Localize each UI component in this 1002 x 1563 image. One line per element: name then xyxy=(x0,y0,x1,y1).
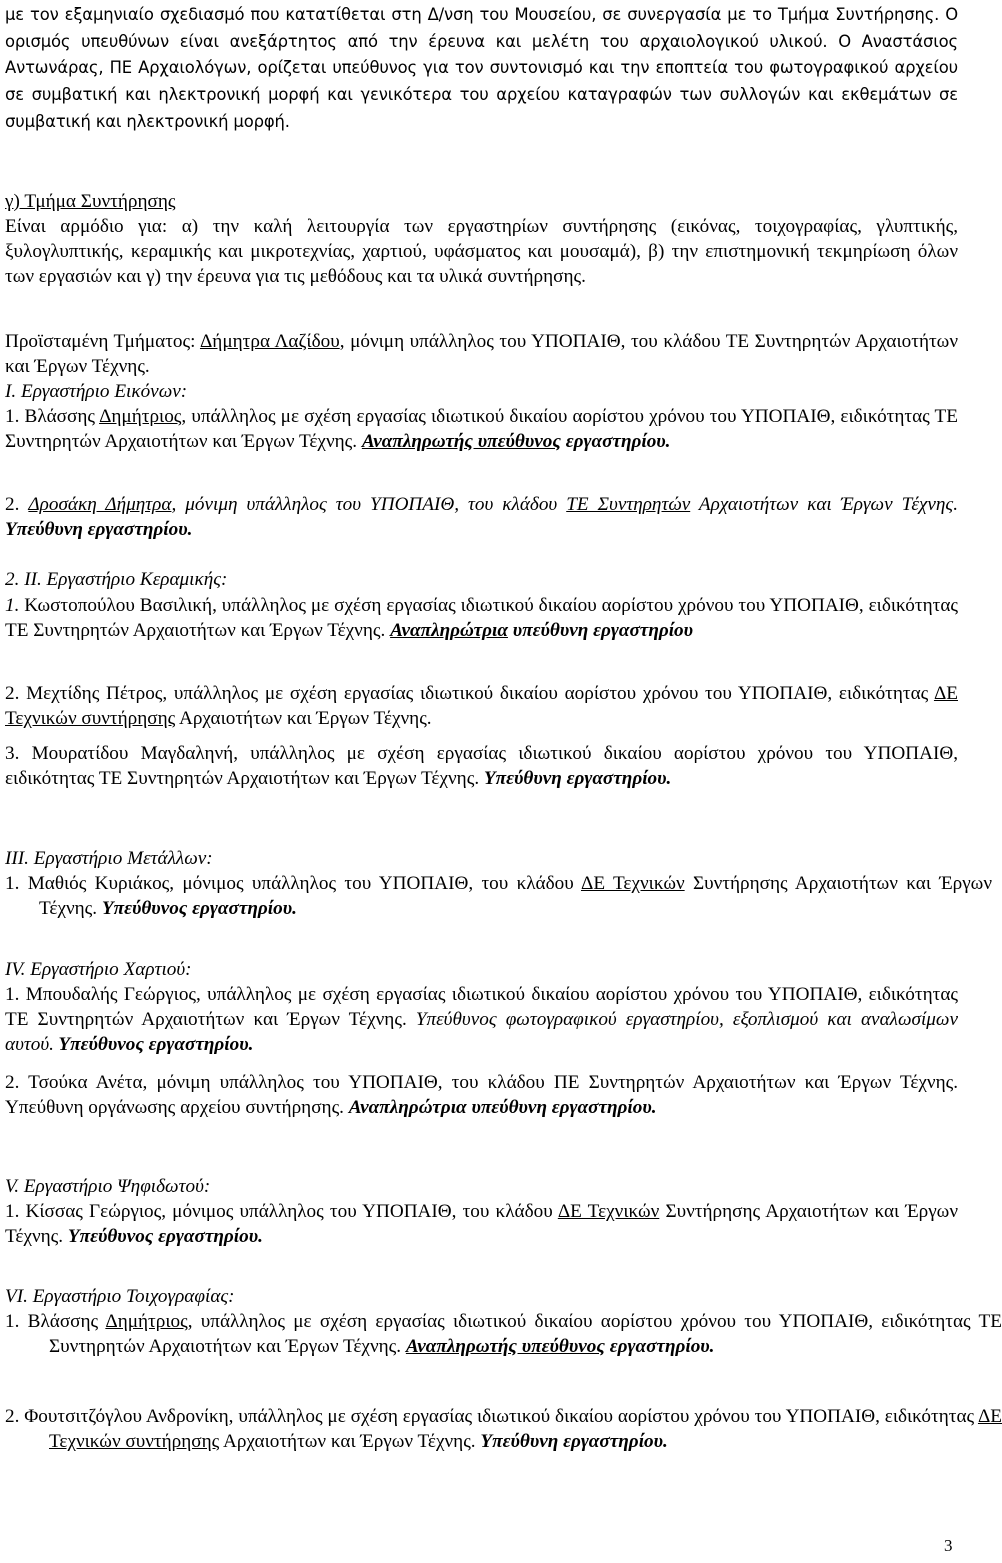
lab4-title xyxy=(5,958,958,983)
lab2-e1-role: υπεύθυνη εργαστηρίου xyxy=(507,619,694,641)
page-number: 3 xyxy=(944,1536,953,1555)
lab2-e3-text: 3. Μουρατίδου Μαγδαληνή, υπάλληλος με σχέση εργασίας ιδιωτικού δικαίου αορίστου χρόνου του ΥΠΟΠΑΙΘ, ειδικότητας ΤΕ Συντηρητών Αρχαιοτήτων και Έργων Τέχνης. xyxy=(5,743,958,789)
lab1-e1-role: εργαστηρίου. xyxy=(560,430,671,452)
intro-paragraph xyxy=(5,2,958,136)
lab2-e1-text: Κωστοπούλου Βασιλική, υπάλληλος με σχέση εργασίας ιδιωτικού δικαίου αορίστου χρόνου του ΥΠΟΠΑΙΘ, ειδικότητας ΤΕ Συντηρητών Αρχαιοτήτων και Έργων Τέχνης. xyxy=(5,595,958,641)
conservation-section-description xyxy=(5,215,958,290)
lab1-e2-rest: Αρχαιοτήτων και Έργων Τέχνης. xyxy=(690,494,958,515)
lab4-e2-text: 2. Τσούκα Ανέτα, μόνιμη υπάλληλος του ΥΠΟΠΑΙΘ, του κλάδου ΠΕ Συντηρητών Αρχαιοτήτων και Έργων Τέχνης. Υπεύθυνη οργάνωσης αρχείου συντήρησης. xyxy=(5,1072,958,1118)
lab3-entry-1 xyxy=(5,872,992,922)
lab6-e1-text: 1. Βλάσσης xyxy=(5,1311,106,1332)
lab2-entry-2 xyxy=(5,682,958,732)
lab4-title-text: IV. Εργαστήριο Χαρτιού: xyxy=(5,959,192,980)
lab5-e1-role: Υπεύθυνος εργαστηρίου. xyxy=(67,1225,263,1247)
lab5-e1-u: ΔΕ Τεχνικών xyxy=(557,1201,660,1222)
lab4-entry-1 xyxy=(5,983,958,1058)
intro-text: με τον εξαμηνιαίο σχεδιασμό που κατατίθεται στη Δ/νση του Μουσείου, σε συνεργασία με το Τμήμα Συντήρησης. Ο ορισμός υπευθύνων είναι ανεξάρτητος από την έρευνα και μελέτη του αρχαιολογικού υλικού. Ο Αναστάσιος Αντωνάρας, ΠΕ Αρχαιολόγων, ορίζεται υπεύθυνος για τον συντονισμό και την εποπτεία του φωτογραφικού αρχείου σε συμβατική και ηλεκτρονική μορφή και γενικότερα του αρχείου καταγραφών των συλλογών και εκθεμάτων σε συμβατική και ηλεκτρονική μορφή. xyxy=(5,5,958,131)
lab3-e1-u: ΔΕ Τεχνικών xyxy=(580,873,685,894)
lab1-entry-1 xyxy=(5,405,958,455)
lab5-e1-rest: Συντήρησης Αρχαιοτήτων και Έργων Τέχνης. xyxy=(5,1201,958,1247)
conservation-section-heading xyxy=(5,190,958,215)
head-rest: , μόνιμη υπάλληλος του ΥΠΟΠΑΙΘ, του κλάδου ΤΕ Συντηρητών Αρχαιοτήτων και Έργων Τέχνης. xyxy=(5,331,958,377)
section-description-text: Είναι αρμόδιο για: α) την καλή λειτουργία των εργαστηρίων συντήρησης (εικόνας, τοιχογραφίας, γλυπτικής, ξυλογλυπτικής, κεραμικής και μικροτεχνίας, χαρτιού, υφάσματος και μουσαμά), β) την επιστημονική τεκμηρίωση όλων των εργασιών και γ) την έρευνα για τις μεθόδους και τα υλικά συντήρησης. xyxy=(5,216,958,287)
lab5-title xyxy=(5,1175,958,1200)
lab3-title-text: ΙΙΙ. Εργαστήριο Μετάλλων: xyxy=(5,848,213,869)
lab6-e1-role: εργαστηρίου. xyxy=(604,1335,715,1357)
lab1-e1-num: 1. xyxy=(5,406,20,427)
lab4-e1-text: 1. Μπουδαλής Γεώργιος, υπάλληλος με σχέση εργασίας ιδιωτικού δικαίου αορίστου χρόνου του ΥΠΟΠΑΙΘ, ειδικότητας ΤΕ Συντηρητών Αρχαιοτήτων και Έργων Τέχνης. xyxy=(5,984,958,1030)
lab2-entry-1 xyxy=(5,594,958,644)
lab1-e2-name: Δροσάκη Δήμητρα xyxy=(28,494,172,515)
section-heading-text: γ) Τμήμα Συντήρησης xyxy=(5,191,176,212)
lab2-e2-text: 2. Μεχτίδης Πέτρος, υπάλληλος με σχέση εργασίας ιδιωτικού δικαίου αορίστου χρόνου του ΥΠΟΠΑΙΘ, ειδικότητας xyxy=(5,683,934,704)
lab4-e2-role: Αναπληρώτρια υπεύθυνη εργαστηρίου. xyxy=(348,1096,657,1118)
department-head xyxy=(5,330,958,380)
lab5-title-text: V. Εργαστήριο Ψηφιδωτού: xyxy=(5,1176,211,1197)
lab1-e1-role-u: Αναπληρωτής υπεύθυνος xyxy=(361,430,561,452)
lab6-e2-u: ΔΕ Τεχνικών συντήρησης xyxy=(49,1406,1002,1452)
lab6-entry-1 xyxy=(5,1310,1002,1360)
lab2-e1-role-u: Αναπληρώτρια xyxy=(390,619,508,641)
lab2-e3-role: Υπεύθυνη εργαστηρίου. xyxy=(483,767,672,789)
lab6-e2-role: Υπεύθυνη εργαστηρίου. xyxy=(480,1430,668,1452)
lab1-entry-2 xyxy=(5,493,958,543)
lab6-e2-rest: Αρχαιοτήτων και Έργων Τέχνης. xyxy=(219,1430,481,1452)
lab1-e1-rest: , υπάλληλος με σχέση εργασίας ιδιωτικού δικαίου αορίστου χρόνου του ΥΠΟΠΑΙΘ, ειδικότητας ΤΕ Συντηρητών Αρχαιοτήτων και Έργων Τέχνης. xyxy=(5,406,958,452)
lab3-e1-rest: Συντήρησης Αρχαιοτήτων και Έργων Τέχνης. xyxy=(39,873,992,919)
lab3-title xyxy=(5,847,958,872)
lab4-e1-italic: Υπεύθυνος φωτογραφικού εργαστηρίου, εξοπλισμού και αναλωσίμων αυτού. xyxy=(5,1008,958,1055)
lab5-e1-text: 1. Κίσσας Γεώργιος, μόνιμος υπάλληλος του ΥΠΟΠΑΙΘ, του κλάδου xyxy=(5,1201,558,1222)
lab6-e1-rest: , υπάλληλος με σχέση εργασίας ιδιωτικού δικαίου αορίστου χρόνου του ΥΠΟΠΑΙΘ, ειδικότητας ΤΕ Συντηρητών Αρχαιοτήτων και Έργων Τέχνης. xyxy=(49,1311,1002,1357)
lab2-entry-3 xyxy=(5,742,958,792)
lab1-e2-num: 2. xyxy=(5,494,29,515)
lab4-e1-role: Υπεύθυνος εργαστηρίου. xyxy=(53,1033,254,1055)
lab5-entry-1 xyxy=(5,1200,958,1250)
lab6-title-text: VI. Εργαστήριο Τοιχογραφίας: xyxy=(5,1286,235,1307)
lab1-title-text: Ι. Εργαστήριο Εικόνων: xyxy=(5,381,188,402)
lab2-title xyxy=(5,568,958,593)
lab6-e1-name: Δημήτριος xyxy=(105,1311,188,1332)
lab2-e2-rest: Αρχαιοτήτων και Έργων Τέχνης. xyxy=(175,707,432,729)
lab4-entry-2 xyxy=(5,1071,958,1121)
lab2-title-text: 2. ΙΙ. Εργαστήριο Κεραμικής: xyxy=(5,569,228,590)
lab2-e2-u: ΔΕ Τεχνικών συντήρησης xyxy=(5,683,958,729)
lab1-e1-text: Βλάσσης xyxy=(19,406,100,427)
lab1-title xyxy=(5,380,958,405)
lab1-e1-name: Δημήτριος xyxy=(99,406,182,427)
lab6-entry-2 xyxy=(5,1405,1002,1455)
lab6-title xyxy=(5,1285,958,1310)
head-prefix: Προϊσταμένη Τμήματος: xyxy=(5,331,200,352)
lab6-e1-role-u: Αναπληρωτής υπεύθυνος xyxy=(405,1335,605,1357)
lab3-e1-role: Υπεύθυνος εργαστηρίου. xyxy=(101,897,297,919)
head-name: Δήμητρα Λαζίδου xyxy=(199,331,340,352)
lab1-e2-text: , μόνιμη υπάλληλος του ΥΠΟΠΑΙΘ, του κλάδου xyxy=(171,494,567,515)
lab2-e1-num: 1. xyxy=(5,595,20,616)
lab3-e1-text: 1. Μαθιός Κυριάκος, μόνιμος υπάλληλος του ΥΠΟΠΑΙΘ, του κλάδου xyxy=(5,873,581,894)
lab1-e2-u: ΤΕ Συντηρητών xyxy=(566,494,691,515)
lab1-e2-role: Υπεύθυνη εργαστηρίου. xyxy=(5,518,193,540)
lab6-e2-text: 2. Φουτσιτζόγλου Ανδρονίκη, υπάλληλος με σχέση εργασίας ιδιωτικού δικαίου αορίστου χρόνου του ΥΠΟΠΑΙΘ, ειδικότητας xyxy=(5,1406,978,1427)
